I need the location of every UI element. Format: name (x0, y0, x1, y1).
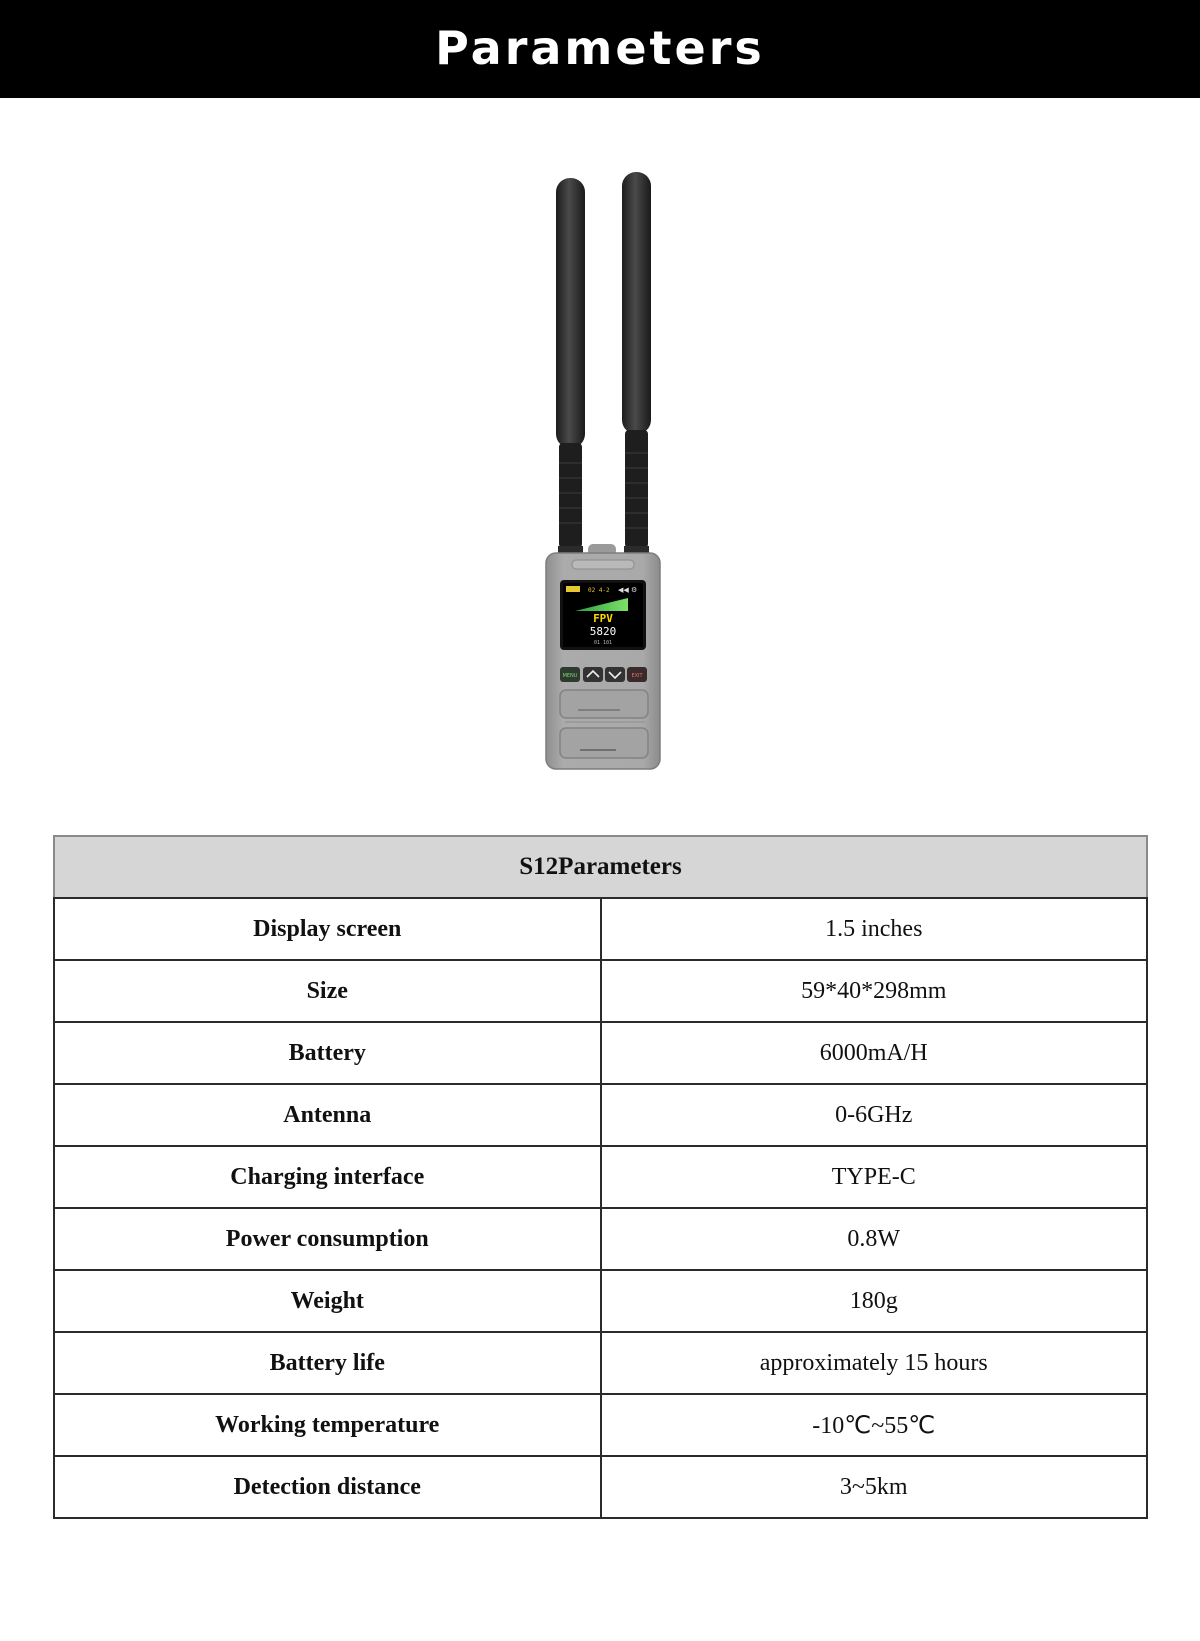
spec-value: 0.8W (601, 1208, 1148, 1270)
spec-value: approximately 15 hours (601, 1332, 1148, 1394)
table-row (54, 1394, 1147, 1456)
spec-value: 1.5 inches (601, 898, 1148, 960)
product-image (0, 98, 1200, 788)
spec-value: TYPE-C (601, 1146, 1148, 1208)
spec-label: Working temperature (54, 1394, 601, 1456)
table-row (54, 1332, 1147, 1394)
spec-table-title: S12Parameters (54, 836, 1147, 898)
down-button[interactable] (605, 667, 625, 682)
spec-label: Detection distance (54, 1456, 601, 1518)
table-row (54, 1208, 1147, 1270)
spec-label: Charging interface (54, 1146, 601, 1208)
spec-label: Antenna (54, 1084, 601, 1146)
spec-value: 0-6GHz (601, 1084, 1148, 1146)
battery-icon (566, 586, 580, 592)
table-row (54, 1146, 1147, 1208)
table-row (54, 898, 1147, 960)
spec-value: 59*40*298mm (601, 960, 1148, 1022)
screen-subtext: 01 101 (593, 640, 613, 646)
table-row (54, 1084, 1147, 1146)
spec-value: 180g (601, 1270, 1148, 1332)
banner-title: Parameters (435, 21, 765, 75)
spec-label: Weight (54, 1270, 601, 1332)
left-antenna (556, 178, 585, 556)
table-row (54, 1270, 1147, 1332)
speaker-icon: ◀◀ ⚙ (618, 586, 638, 594)
table-row (54, 1456, 1147, 1518)
spec-label: Size (54, 960, 601, 1022)
table-row (54, 960, 1147, 1022)
device-screen (563, 583, 643, 647)
spec-label: Battery life (54, 1332, 601, 1394)
spec-value: 6000mA/H (601, 1022, 1148, 1084)
screen-mode: FPV (593, 612, 613, 625)
right-antenna (622, 172, 651, 556)
top-banner (0, 0, 1200, 98)
detector-device-illustration (0, 98, 1200, 788)
up-button[interactable] (583, 667, 603, 682)
spec-value: 3~5km (601, 1456, 1148, 1518)
screen-status: 02 4-2 (588, 587, 610, 594)
spec-label: Power consumption (54, 1208, 601, 1270)
screen-frequency: 5820 (589, 625, 617, 638)
svg-text:MENU: MENU (562, 673, 578, 679)
spec-table (53, 835, 1148, 1519)
svg-text:EXIT: EXIT (631, 673, 643, 679)
spec-label: Battery (54, 1022, 601, 1084)
table-row (54, 1022, 1147, 1084)
spec-value: -10℃~55℃ (601, 1394, 1148, 1456)
spec-label: Display screen (54, 898, 601, 960)
